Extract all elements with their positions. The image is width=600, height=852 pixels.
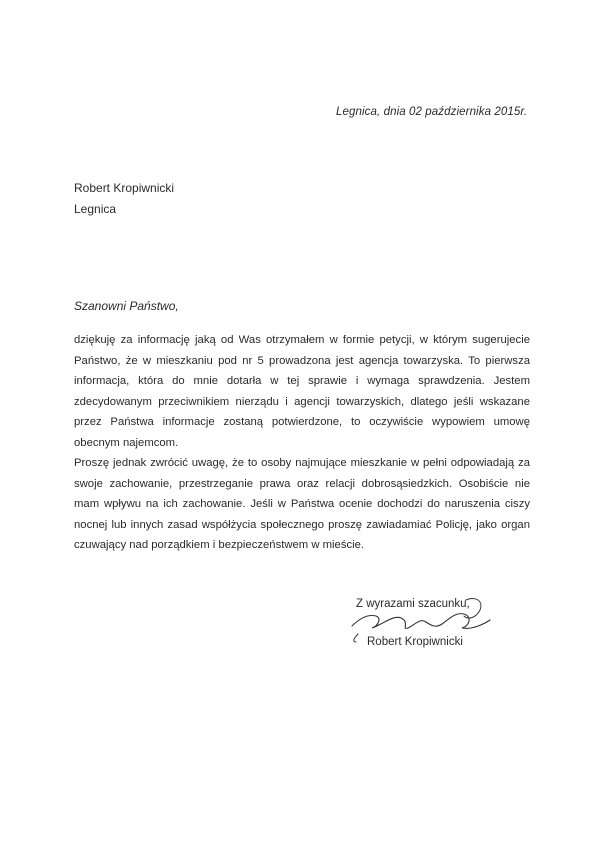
closing-line: Z wyrazami szacunku, <box>356 598 470 610</box>
letter-body <box>74 330 530 556</box>
sender-block <box>74 178 174 220</box>
date-line: Legnica, dnia 02 października 2015r. <box>336 106 528 118</box>
body-paragraph-2: Proszę jednak zwrócić uwagę, że to osoby najmujące mieszkanie w pełni odpowiadają za swoje zachowanie, przestrzeganie prawa oraz relacji dobrosąsiedzkich. Osobiście nie mam wpływu na ich zachowanie. Jeśli w Państwa ocenie dochodzi do naruszenia ciszy nocnej lub innych zasad współżycia społecznego proszę zawiadamiać Policję, jako organ czuwający nad porządkiem i bezpieczeństwem w mieście. <box>74 457 530 551</box>
body-paragraph-1: dziękuję za informację jaką od Was otrzymałem w formie petycji, w którym sugerujecie Państwo, że w mieszkaniu pod nr 5 prowadzona jest agencja towarzyska. To pierwsza informacja, która do mnie dotarła w tej sprawie i wymaga sprawdzenia. Jestem zdecydowanym przeciwnikiem nierządu i agencji towarzyskich, dlatego jeśli wskazane przez Państwa informacje zostaną potwierdzone, to oczywiście wypowiem umowę obecnym najemcom. <box>74 334 530 449</box>
sender-city: Legnica <box>74 202 117 216</box>
salutation: Szanowni Państwo, <box>74 299 179 313</box>
sender-name: Robert Kropiwnicki <box>74 181 175 195</box>
signer-name: Robert Kropiwnicki <box>367 636 463 648</box>
